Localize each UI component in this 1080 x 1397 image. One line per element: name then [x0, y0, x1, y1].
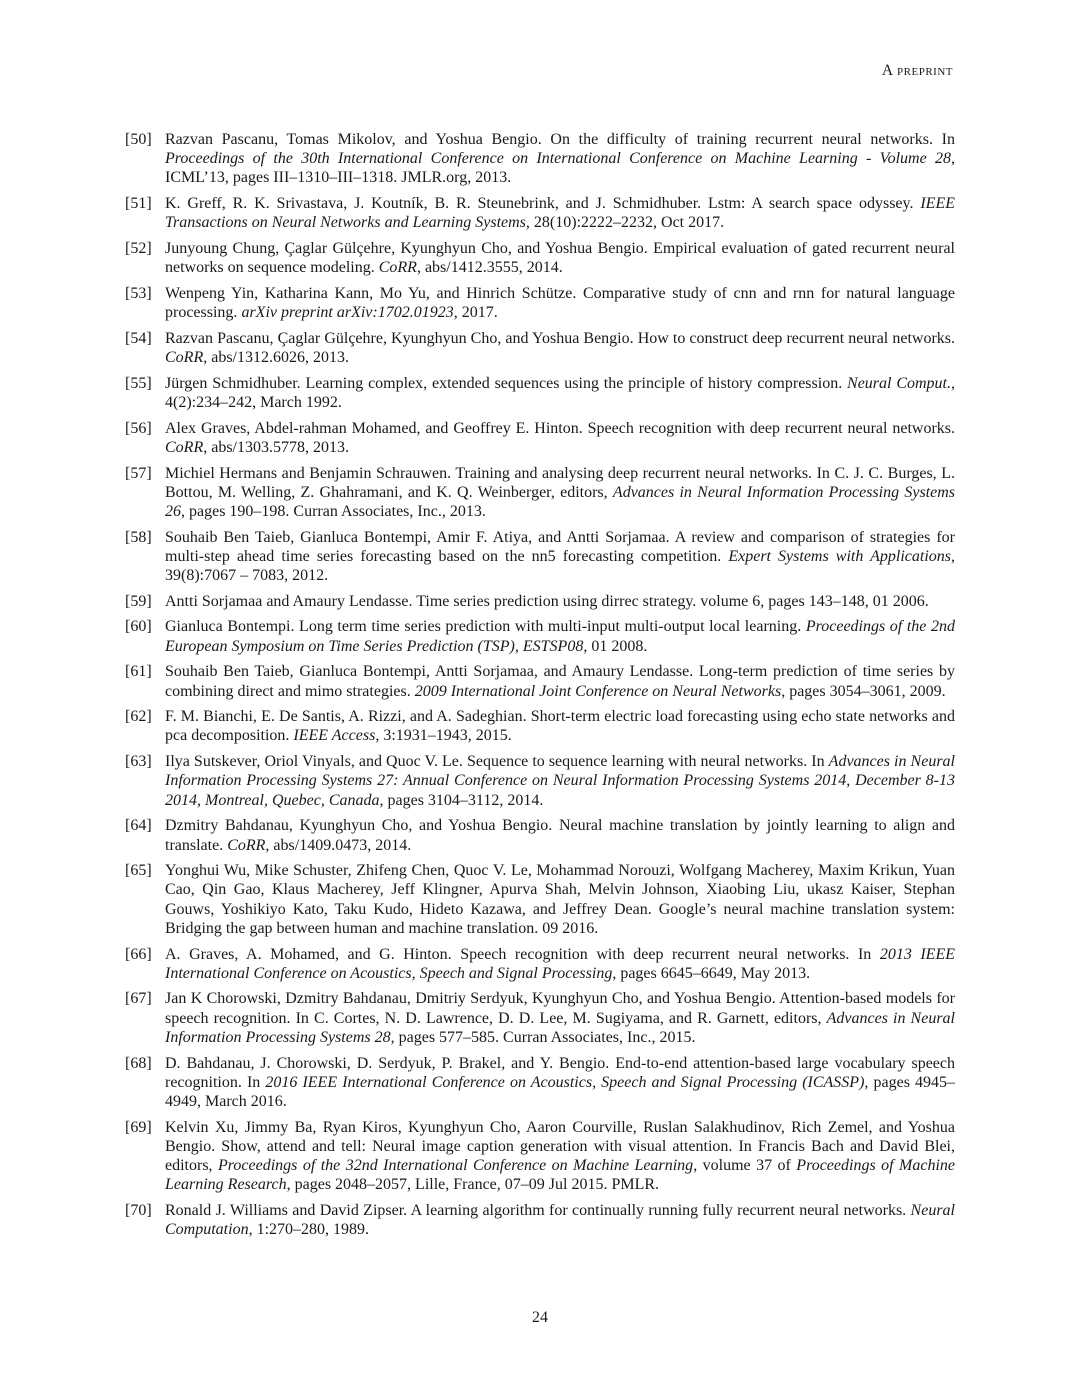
reference-entry [125, 1118, 955, 1195]
reference-text [165, 1201, 955, 1239]
reference-venue: arXiv preprint arXiv:1702.01923 [241, 304, 454, 322]
reference-text [165, 419, 955, 457]
reference-number: [66] [125, 945, 152, 963]
reference-entry [125, 239, 955, 277]
reference-number: [59] [125, 592, 152, 610]
reference-entry [125, 816, 955, 854]
reference-list [125, 130, 955, 1246]
reference-segment: Ilya Sutskever, Oriol Vinyals, and Quoc V. Le. Sequence to sequence learning with neural networks. In [165, 753, 829, 771]
reference-entry [125, 419, 955, 457]
reference-entry [125, 1054, 955, 1112]
reference-segment: Razvan Pascanu, Tomas Mikolov, and Yoshua Bengio. On the difficulty of training recurrent neural networks. In [165, 131, 955, 148]
reference-segment: F. M. Bianchi, E. De Santis, A. Rizzi, and A. Sadeghian. Short-term electric load forecasting using echo state networks and pca decomposition. [165, 708, 955, 745]
reference-text [165, 374, 955, 412]
reference-segment: , 2017. [453, 304, 498, 322]
reference-segment: , pages 190–198. Curran Associates, Inc., 2013. [181, 502, 486, 520]
reference-venue: CoRR [227, 836, 266, 854]
reference-number: [51] [125, 195, 152, 213]
reference-entry [125, 284, 955, 322]
reference-segment: , 28(10):2222–2232, Oct 2017. [525, 214, 725, 232]
reference-entry [125, 464, 955, 522]
reference-entry [125, 662, 955, 700]
reference-number: [53] [125, 284, 152, 302]
reference-text [165, 617, 955, 655]
reference-entry [125, 617, 955, 655]
reference-segment: Michiel Hermans and Benjamin Schrauwen. Training and analysing deep recurrent neural networks. In C. J. C. Burges, L. Bottou, M. Welling, Z. Ghahramani, and K. Q. Weinberger, editors, [165, 464, 955, 501]
reference-text [165, 194, 955, 232]
reference-segment: K. Greff, R. K. Srivastava, J. Koutník, B. R. Steunebrink, and J. Schmidhuber. Lstm: A search space odyssey. [165, 195, 921, 213]
reference-venue: IEEE Transactions on Neural Networks and Learning Systems [165, 195, 955, 232]
reference-segment: , 01 2008. [583, 637, 648, 655]
reference-text [165, 662, 955, 700]
reference-number: [69] [125, 1118, 152, 1136]
reference-segment: Souhaib Ben Taieb, Gianluca Bontempi, Antti Sorjamaa, and Amaury Lendasse. Long-term prediction of time series by combining direct and mimo strategies. [165, 663, 955, 700]
reference-segment: , pages 6645–6649, May 2013. [612, 964, 811, 982]
reference-segment: , pages 4945–4949, March 2016. [165, 1073, 956, 1110]
reference-segment: Gianluca Bontempi. Long term time series prediction with multi-input multi-output local learning. [165, 618, 806, 636]
reference-segment: Kelvin Xu, Jimmy Ba, Ryan Kiros, Kyunghyun Cho, Aaron Courville, Ruslan Salakhudinov, Rich Zemel, and Yoshua Bengio. Show, attend and tell: Neural image caption generation with visual attention. In Francis Bach and David Blei, editors, [165, 1118, 955, 1175]
reference-entry [125, 945, 955, 983]
reference-segment: Jürgen Schmidhuber. Learning complex, extended sequences using the principle of history compression. [165, 374, 848, 392]
reference-segment: Souhaib Ben Taieb, Gianluca Bontempi, Amir F. Atiya, and Antti Sorjamaa. A review and comparison of strategies for multi-step ahead time series forecasting based on the nn5 forecasting competition. [165, 528, 955, 565]
reference-number: [70] [125, 1201, 152, 1219]
reference-number: [64] [125, 817, 152, 835]
reference-segment: Razvan Pascanu, Çaglar Gülçehre, Kyunghyun Cho, and Yoshua Bengio. How to construct deep recurrent neural networks. [165, 329, 955, 347]
reference-entry [125, 592, 955, 611]
reference-text [165, 239, 955, 277]
reference-venue: CoRR [378, 259, 417, 277]
reference-segment: Wenpeng Yin, Katharina Kann, Mo Yu, and Hinrich Schütze. Comparative study of cnn and rnn for natural language processing. [165, 284, 955, 322]
reference-entry [125, 707, 955, 745]
reference-entry [125, 329, 955, 367]
reference-number: [61] [125, 663, 152, 681]
reference-venue: 2016 IEEE International Conference on Acoustics, Speech and Signal Processing (ICASSP) [265, 1073, 865, 1091]
reference-number: [62] [125, 708, 152, 726]
reference-segment: D. Bahdanau, J. Chorowski, D. Serdyuk, P. Brakel, and Y. Bengio. End-to-end attention-based large vocabulary speech recognition. In [165, 1054, 955, 1091]
reference-venue: Advances in Neural Information Processing Systems 27: Annual Conference on Neural Information Processing Systems 2014, December 8-13 2014, Montreal, Quebec, Canada [165, 753, 955, 809]
running-header: A preprint [881, 62, 953, 79]
reference-entry [125, 528, 955, 586]
reference-text [165, 130, 955, 188]
reference-segment: , 4(2):234–242, March 1992. [165, 374, 955, 411]
reference-text [165, 989, 955, 1047]
reference-number: [63] [125, 753, 152, 771]
reference-venue: 2013 IEEE International Conference on Acoustics, Speech and Signal Processing [165, 945, 955, 982]
reference-segment: , abs/1409.0473, 2014. [265, 836, 412, 854]
reference-segment: Dzmitry Bahdanau, Kyunghyun Cho, and Yoshua Bengio. Neural machine translation by jointly learning to align and translate. [165, 817, 955, 854]
reference-segment: Jan K Chorowski, Dzmitry Bahdanau, Dmitriy Serdyuk, Kyunghyun Cho, and Yoshua Bengio. Attention-based models for speech recognition. In C. Cortes, N. D. Lawrence, D. D. Lee, M. Sugiyama, and R. Garnett, editors, [165, 990, 955, 1027]
reference-number: [55] [125, 374, 152, 392]
reference-number: [65] [125, 862, 152, 880]
reference-venue: IEEE Access [293, 727, 376, 745]
reference-number: [67] [125, 990, 152, 1008]
reference-venue: Proceedings of the 2nd European Symposium on Time Series Prediction (TSP), ESTSP08 [165, 618, 955, 655]
reference-venue: CoRR [165, 349, 204, 367]
reference-text [165, 816, 955, 854]
reference-segment: , pages 577–585. Curran Associates, Inc., 2015. [390, 1028, 696, 1046]
reference-text [165, 1118, 955, 1195]
reference-segment: Alex Graves, Abdel-rahman Mohamed, and Geoffrey E. Hinton. Speech recognition with deep recurrent neural networks. [165, 419, 955, 437]
reference-segment: , ICML’13, pages III–1310–III–1318. JMLR.org, 2013. [165, 150, 955, 187]
reference-text [165, 464, 955, 522]
reference-segment: , abs/1303.5778, 2013. [203, 438, 349, 456]
reference-entry [125, 1201, 955, 1239]
reference-segment: , volume 37 of [693, 1157, 797, 1175]
reference-text [165, 1054, 955, 1112]
reference-venue: Advances in Neural Information Processing Systems 28 [165, 1009, 955, 1046]
reference-number: [57] [125, 464, 152, 482]
reference-segment: , pages 3054–3061, 2009. [781, 682, 946, 700]
reference-venue: Neural Computation [165, 1201, 955, 1239]
reference-entry [125, 752, 955, 810]
reference-segment: Ronald J. Williams and David Zipser. A learning algorithm for continually running fully recurrent neural networks. [165, 1201, 911, 1219]
reference-text [165, 707, 955, 745]
reference-venue: Advances in Neural Information Processing Systems 26 [165, 483, 955, 520]
reference-number: [68] [125, 1054, 152, 1072]
reference-segment: , 1:270–280, 1989. [248, 1221, 370, 1239]
reference-text [165, 752, 955, 810]
reference-segment: , 39(8):7067 – 7083, 2012. [165, 547, 955, 585]
reference-venue: Proceedings of the 32nd International Conference on Machine Learning [218, 1157, 694, 1175]
reference-venue: CoRR [165, 438, 204, 456]
reference-venue: Proceedings of the 30th International Conference on International Conference on Machine Learning - Volume 28 [165, 150, 951, 168]
reference-segment: , pages 2048–2057, Lille, France, 07–09 Jul 2015. PMLR. [286, 1176, 660, 1194]
reference-text [165, 861, 955, 938]
reference-number: [54] [125, 329, 152, 347]
reference-number: [58] [125, 528, 152, 546]
reference-venue: Neural Comput. [847, 374, 951, 392]
reference-text [165, 329, 955, 367]
reference-venue: Expert Systems with Applications [728, 547, 951, 565]
reference-text [165, 945, 955, 983]
reference-entry [125, 861, 955, 938]
reference-segment: , pages 3104–3112, 2014. [379, 791, 544, 809]
reference-venue: Proceedings of Machine Learning Research [165, 1157, 955, 1194]
reference-segment: Junyoung Chung, Çaglar Gülçehre, Kyunghyun Cho, and Yoshua Bengio. Empirical evaluation of gated recurrent neural networks on sequence modeling. [165, 240, 955, 277]
reference-segment: , abs/1312.6026, 2013. [203, 349, 349, 367]
reference-number: [56] [125, 419, 152, 437]
reference-text [165, 528, 955, 586]
reference-text [165, 284, 955, 322]
reference-venue: 2009 International Joint Conference on Neural Networks [414, 682, 782, 700]
reference-entry [125, 374, 955, 412]
reference-number: [60] [125, 618, 152, 636]
reference-entry [125, 130, 955, 188]
reference-segment: Yonghui Wu, Mike Schuster, Zhifeng Chen, Quoc V. Le, Mohammad Norouzi, Wolfgang Macherey, Maxim Krikun, Yuan Cao, Qin Gao, Klaus Macherey, Jeff Klingner, Apurva Shah, Melvin Johnson, Xiaobing Liu, ukasz Kaiser, Stephan Gouws, Yoshikiyo Kato, Taku Kudo, Hideto Kazawa, and Jeffrey Dean. Google’s neural machine translation system: Bridging the gap between human and machine translation. 09 2016. [165, 862, 955, 937]
reference-number: [50] [125, 131, 152, 148]
reference-segment: A. Graves, A. Mohamed, and G. Hinton. Speech recognition with deep recurrent neural networks. In [165, 945, 880, 963]
page-number: 24 [532, 1309, 548, 1326]
reference-entry [125, 989, 955, 1047]
reference-number: [52] [125, 240, 152, 258]
reference-text [165, 592, 955, 611]
reference-segment: Antti Sorjamaa and Amaury Lendasse. Time series prediction using dirrec strategy. volume 6, pages 143–148, 01 2006. [165, 592, 929, 610]
reference-entry [125, 194, 955, 232]
reference-segment: , abs/1412.3555, 2014. [416, 259, 563, 277]
reference-segment: , 3:1931–1943, 2015. [375, 727, 512, 745]
